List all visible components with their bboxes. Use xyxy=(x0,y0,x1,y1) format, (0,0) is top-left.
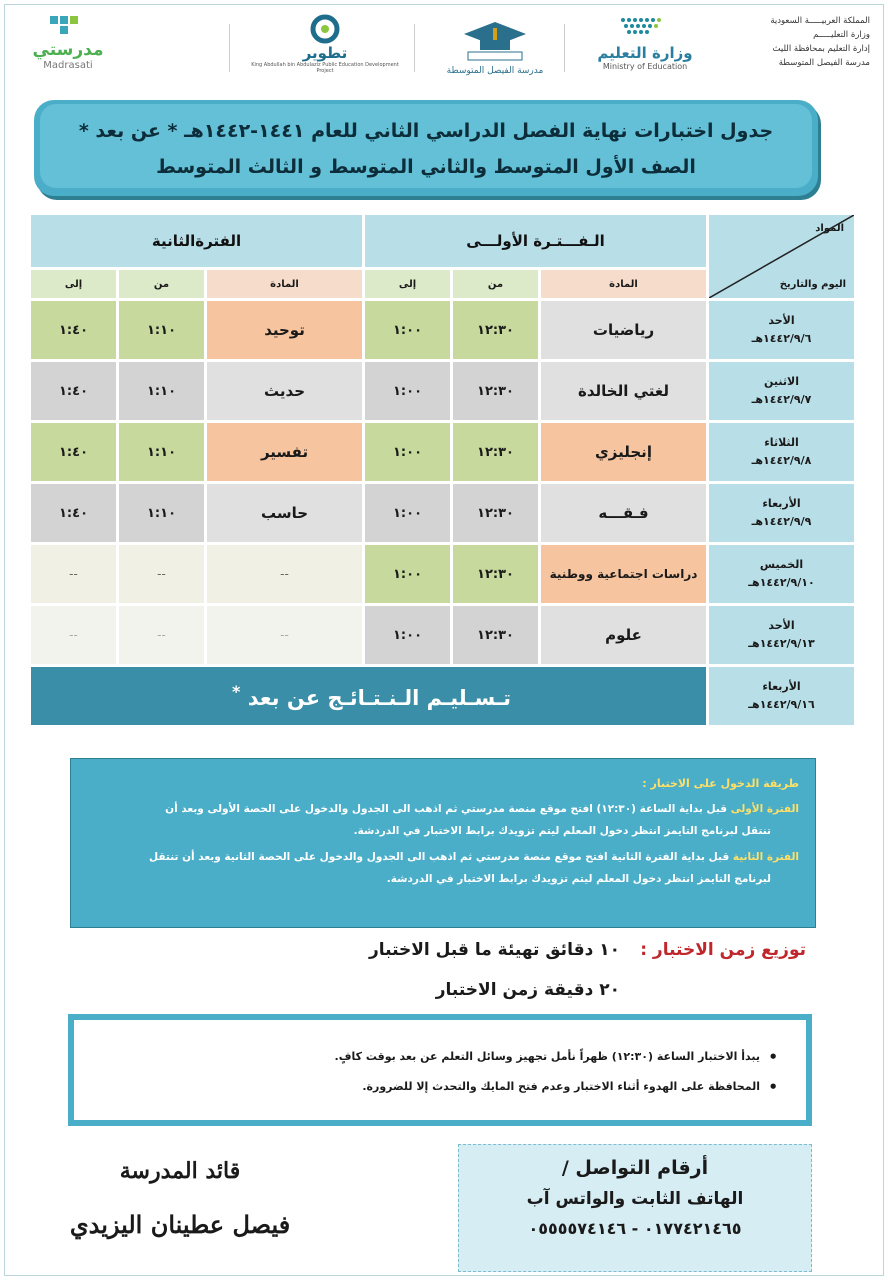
school-logo xyxy=(440,14,550,80)
school-logo-ar: مدرسة الفيصل المتوسطة xyxy=(446,66,544,76)
results-star: * xyxy=(232,682,241,701)
day-name: الأحد xyxy=(768,619,795,632)
day-date: ١٤٤٢/٩/١٣هـ xyxy=(748,637,815,650)
entry-period1-text: قبل بداية الساعة (١٢:٣٠) افتح موقع منصة مدرستي ثم اذهب الى الجدول والدخول على الحصة الأولى وبعد أن xyxy=(165,803,731,815)
period2-subject: حديث xyxy=(207,362,362,420)
school-emblem-icon xyxy=(460,14,530,62)
day-name: الثلاثاء xyxy=(764,436,799,449)
period2-to: -- xyxy=(31,606,116,664)
entry-period1-paragraph xyxy=(87,798,799,820)
moe-logo xyxy=(580,14,710,80)
page-header xyxy=(18,10,870,80)
results-text: تـسـليـم الـنـتـائـج عن بعد xyxy=(247,686,511,710)
day-name: الأربعاء xyxy=(762,680,801,693)
day-name: الاثنين xyxy=(764,375,799,388)
time-distribution-label: توزيع زمن الاختبار : xyxy=(640,940,806,960)
table-row xyxy=(31,301,854,359)
day-date: ١٤٤٢/٩/٩هـ xyxy=(751,515,812,528)
note-item: • يبدأ الاختبار الساعة (١٢:٣٠) ظهراً نأمل تجهيز وسائل التعلم عن بعد بوقت كافٍ. xyxy=(94,1042,778,1072)
period1-subject: إنجليزي xyxy=(541,423,706,481)
period2-to: ١:٤٠ xyxy=(31,362,116,420)
entry-method-box xyxy=(70,758,816,928)
schedule-subtitle: الصف الأول المتوسط والثاني المتوسط و الثالث المتوسط xyxy=(156,156,696,178)
day-date-cell xyxy=(709,667,854,725)
period1-from: ١٢:٣٠ xyxy=(453,301,538,359)
period2-subject: -- xyxy=(207,545,362,603)
day-date-cell xyxy=(709,423,854,481)
principal-title: قائد المدرسة xyxy=(119,1158,241,1184)
ministry-line: مدرسة الفيصل المتوسطة xyxy=(778,58,870,68)
day-date: ١٤٤٢/٩/٨هـ xyxy=(751,454,812,467)
table-row xyxy=(31,362,854,420)
day-date-cell xyxy=(709,606,854,664)
period1-to: ١:٠٠ xyxy=(365,423,450,481)
period1-header: الـفـــتـرة الأولـــى xyxy=(365,215,706,267)
principal-signature xyxy=(40,1158,320,1239)
entry-period2-paragraph xyxy=(87,846,799,868)
ministry-line: إدارة التعليم بمحافظة الليث xyxy=(772,44,870,54)
exam-schedule-table xyxy=(28,212,857,728)
entry-period2-text: قبل بداية الفترة الثانية افتح موقع منصة مدرستي ثم اذهب الى الجدول والدخول على الحصة الثانية وبعد أن تنتقل xyxy=(148,851,733,863)
table-header-row xyxy=(31,215,854,267)
table-row xyxy=(31,423,854,481)
period2-subject: حاسب xyxy=(207,484,362,542)
tatweer-ring-icon xyxy=(307,14,343,44)
entry-period2-label: الفترة الثانية xyxy=(732,851,799,863)
tatweer-logo xyxy=(250,14,400,80)
period1-to: ١:٠٠ xyxy=(365,606,450,664)
period1-from: ١٢:٣٠ xyxy=(453,484,538,542)
period2-subject: -- xyxy=(207,606,362,664)
title-banner-inner xyxy=(40,104,812,188)
day-name: الخميس xyxy=(759,558,804,571)
tatweer-logo-ar: تطوير xyxy=(302,44,348,62)
period1-from: ١٢:٣٠ xyxy=(453,606,538,664)
period2-to: ١:٤٠ xyxy=(31,423,116,481)
period2-from: -- xyxy=(119,545,204,603)
period2-to: ١:٤٠ xyxy=(31,301,116,359)
madrasati-squares-icon xyxy=(48,14,88,36)
period2-from: ١:١٠ xyxy=(119,301,204,359)
period2-to: -- xyxy=(31,545,116,603)
day-date: ١٤٤٢/٩/١٦هـ xyxy=(748,698,815,711)
entry-method-title: طريقة الدخول على الاختبار : xyxy=(642,777,799,790)
principal-name: فيصل عطينان اليزيدي xyxy=(69,1210,291,1239)
notes-inner xyxy=(74,1020,806,1120)
schedule-title: جدول اختبارات نهاية الفصل الدراسي الثاني للعام ١٤٤١-١٤٤٢هـ * عن بعد * xyxy=(78,120,774,142)
day-name: الأربعاء xyxy=(762,497,801,510)
day-date: ١٤٤٢/٩/١٠هـ xyxy=(748,576,815,589)
col-from-header: من xyxy=(119,270,204,298)
period2-subject: توحيد xyxy=(207,301,362,359)
contact-numbers: ٠١٧٧٤٢١٤٦٥ - ٠٥٥٥٥٧٤١٤٦ xyxy=(528,1219,742,1238)
entry-period2-continuation: لبرنامج التايمز انتظر دخول المعلم ليتم تزويدك برابط الاختبار في الدردشة. xyxy=(386,873,771,885)
period2-from: ١:١٠ xyxy=(119,362,204,420)
time-distribution-prep: ١٠ دقائق تهيئة ما قبل الاختبار xyxy=(368,940,620,960)
period2-subject: تفسير xyxy=(207,423,362,481)
notes-list xyxy=(94,1042,778,1102)
period1-from: ١٢:٣٠ xyxy=(453,545,538,603)
results-row xyxy=(31,667,854,725)
moe-dots-icon xyxy=(615,14,675,40)
moe-logo-en: Ministry of Education xyxy=(602,62,688,71)
period1-from: ١٢:٣٠ xyxy=(453,423,538,481)
madrasati-logo-en: Madrasati xyxy=(43,60,93,71)
period1-subject: لغتي الخالدة xyxy=(541,362,706,420)
period2-to: ١:٤٠ xyxy=(31,484,116,542)
table-row xyxy=(31,484,854,542)
day-date: ١٤٤٢/٩/٧هـ xyxy=(751,393,812,406)
day-name: الأحد xyxy=(768,314,795,327)
period2-header: الفترةالثانية xyxy=(31,215,362,267)
contact-box xyxy=(458,1144,812,1272)
period1-to: ١:٠٠ xyxy=(365,301,450,359)
corner-subjects-label: المواد xyxy=(815,223,845,234)
logo-divider xyxy=(564,24,565,72)
day-date-cell xyxy=(709,362,854,420)
ministry-text xyxy=(730,14,870,70)
col-from-header: من xyxy=(453,270,538,298)
ministry-line: وزارة التعليـــــم xyxy=(813,30,870,40)
note-item: • المحافظة على الهدوء أثناء الاختبار وعدم فتح المايك والتحدث إلا للضرورة. xyxy=(94,1072,778,1102)
results-banner xyxy=(31,667,706,725)
entry-period1-continuation: تنتقل لبرنامج التايمز انتظر دخول المعلم ليتم تزويدك برابط الاختبار في الدردشة. xyxy=(353,825,771,837)
table-row xyxy=(31,606,854,664)
title-banner xyxy=(34,100,818,196)
period1-subject: علوم xyxy=(541,606,706,664)
time-distribution-exam: ٢٠ دقيقة زمن الاختبار xyxy=(435,980,620,1000)
table-corner-cell xyxy=(709,215,854,298)
entry-period1-label: الفترة الأولى xyxy=(730,803,799,815)
col-subject-header: المادة xyxy=(207,270,362,298)
contact-subtitle: الهاتف الثابت والواتس آب xyxy=(526,1189,744,1209)
period1-subject: فـقـــه xyxy=(541,484,706,542)
col-to-header: إلى xyxy=(365,270,450,298)
period1-to: ١:٠٠ xyxy=(365,484,450,542)
period1-from: ١٢:٣٠ xyxy=(453,362,538,420)
madrasati-logo xyxy=(18,14,118,80)
col-to-header: إلى xyxy=(31,270,116,298)
ministry-line: المملكة العربيـــــة السعودية xyxy=(770,16,870,26)
period1-subject: دراسات اجتماعية ووطنية xyxy=(541,545,706,603)
contact-title: أرقام التواصل / xyxy=(561,1157,709,1179)
time-distribution xyxy=(346,938,806,1008)
period1-subject: رياضيات xyxy=(541,301,706,359)
corner-day-date-label: اليوم والتاريخ xyxy=(779,279,847,290)
period2-from: ١:١٠ xyxy=(119,484,204,542)
col-subject-header: المادة xyxy=(541,270,706,298)
day-date-cell xyxy=(709,301,854,359)
period1-to: ١:٠٠ xyxy=(365,545,450,603)
table-row xyxy=(31,545,854,603)
moe-logo-ar: وزارة التعليم xyxy=(597,44,693,62)
logo-divider xyxy=(229,24,230,72)
madrasati-logo-ar: مدرستي xyxy=(32,40,104,60)
day-date-cell xyxy=(709,545,854,603)
logo-divider xyxy=(414,24,415,72)
day-date-cell xyxy=(709,484,854,542)
period2-from: -- xyxy=(119,606,204,664)
tatweer-logo-en: King Abdullah bin Abdulaziz Public Education Development Project xyxy=(251,62,399,74)
day-date: ١٤٤٢/٩/٦هـ xyxy=(751,332,812,345)
period2-from: ١:١٠ xyxy=(119,423,204,481)
notes-box xyxy=(68,1014,812,1126)
period1-to: ١:٠٠ xyxy=(365,362,450,420)
